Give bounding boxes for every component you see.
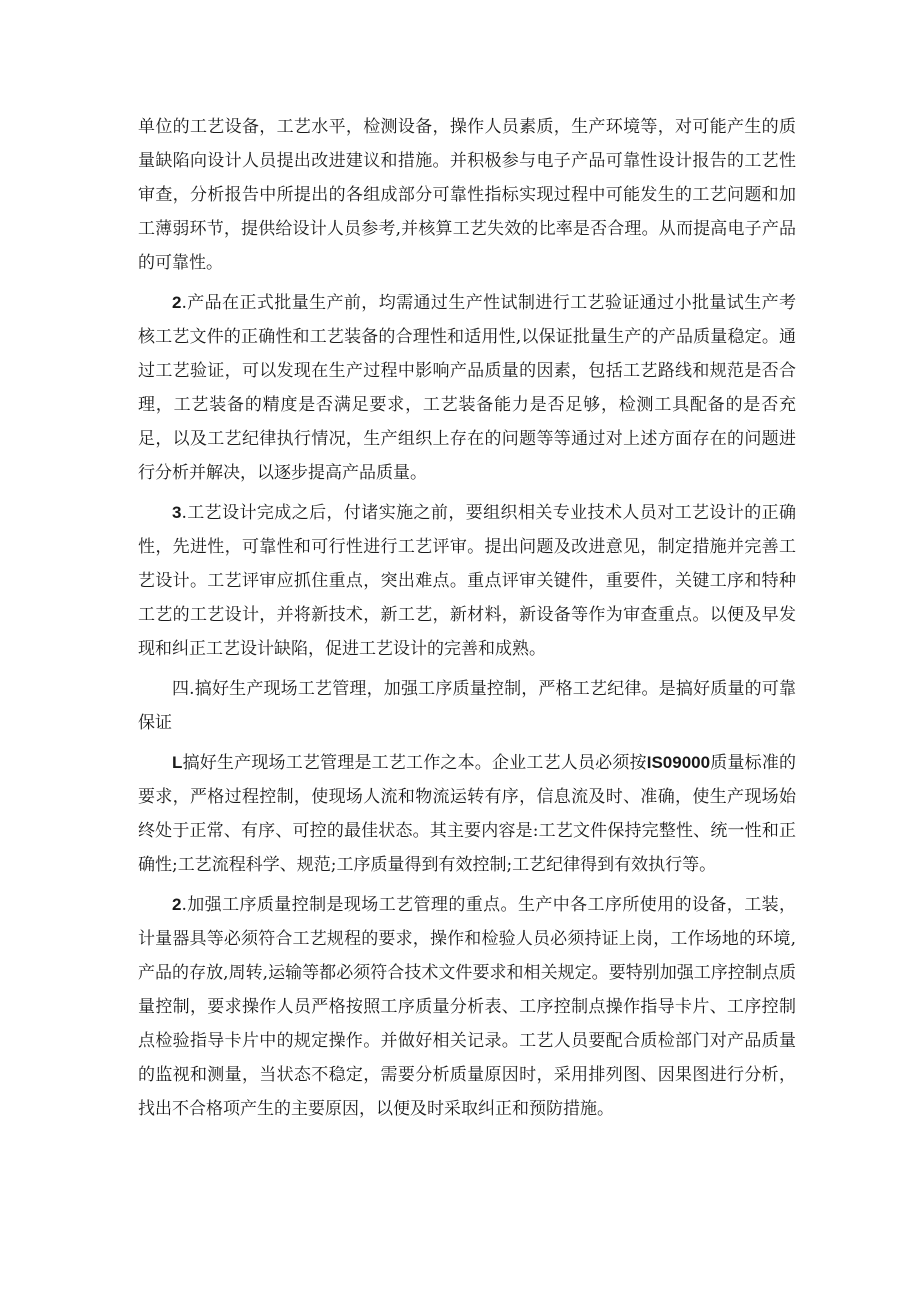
item-number: 2 <box>172 895 182 914</box>
item-number: L <box>172 753 183 772</box>
iso-standard-code: IS09000 <box>646 753 711 772</box>
paragraph-text: 单位的工艺设备，工艺水平，检测设备，操作人员素质，生产环境等，对可能产生的质量缺陷向设计人员提出改进建议和措施。并积极参与电子产品可靠性设计报告的工艺性审查，分析报告中所提出的各组成部分可靠性指标实现过程中可能发生的工艺问题和加工薄弱环节，提供给设计人员参考,并核算工艺失效的比率是否合理。从而提高电子产品的可靠性。 <box>138 117 796 273</box>
paragraph-continuation <box>138 110 796 280</box>
paragraph-text: .加强工序质量控制是现场工艺管理的重点。生产中各工序所使用的设备，工装，计量器具等必须符合工艺规程的要求，操作和检验人员必须持证上岗，工作场地的环境,产品的存放,周转,运输等都必须符合技术文件要求和相关规定。要特别加强工序控制点质量控制，要求操作人员严格按照工序质量分析表、工序控制点操作指导卡片、工序控制点检验指导卡片中的规定操作。并做好相关记录。工艺人员要配合质检部门对产品质量的监视和测量，当状态不稳定，需要分析质量原因时，采用排列图、因果图进行分析，找出不合格项产生的主要原因，以便及时采取纠正和预防措施。 <box>138 895 796 1119</box>
paragraph-item-1 <box>138 746 796 882</box>
item-number: 3 <box>172 503 182 522</box>
paragraph-text: .产品在正式批量生产前，均需通过生产性试制进行工艺验证通过小批量试生产考核工艺文件的正确性和工艺装备的合理性和适用性,以保证批量生产的产品质量稳定。通过工艺验证，可以发现在生产过程中影响产品质量的因素，包括工艺路线和规范是否合理，工艺装备的精度是否满足要求，工艺装备能力是否足够，检测工具配备的是否充足，以及工艺纪律执行情况，生产组织上存在的问题等等通过对上述方面存在的问题进行分析并解决，以逐步提高产品质量。 <box>138 293 796 483</box>
paragraph-text-part-b: 质量标准的要求，严格过程控制，使现场人流和物流运转有序，信息流及时、准确，使生产现场始终处于正常、有序、可控的最佳状态。其主要内容是:工艺文件保持完整性、统一性和正确性;工艺流程科学、规范;工序质量得到有效控制;工艺纪律得到有效执行等。 <box>138 753 797 875</box>
paragraph-item-2 <box>138 286 796 490</box>
document-body <box>138 110 796 1132</box>
paragraph-item-3 <box>138 496 796 666</box>
paragraph-text-part-a: 搞好生产现场工艺管理是工艺工作之本。企业工艺人员必须按 <box>182 753 647 773</box>
paragraph-text: .工艺设计完成之后，付诸实施之前，要组织相关专业技术人员对工艺设计的正确性，先进性，可靠性和可行性进行工艺评审。提出问题及改进意见，制定措施并完善工艺设计。工艺评审应抓住重点，突出难点。重点评审关键件，重要件，关键工序和特种工艺的工艺设计，并将新技术，新工艺，新材料，新设备等作为审查重点。以便及早发现和纠正工艺设计缺陷，促进工艺设计的完善和成熟。 <box>138 503 796 659</box>
item-number: 2 <box>172 293 182 312</box>
section-heading-4 <box>138 672 796 740</box>
paragraph-item-2b <box>138 888 796 1126</box>
heading-text: 四.搞好生产现场工艺管理，加强工序质量控制，严格工艺纪律。是搞好质量的可靠保证 <box>138 679 796 733</box>
